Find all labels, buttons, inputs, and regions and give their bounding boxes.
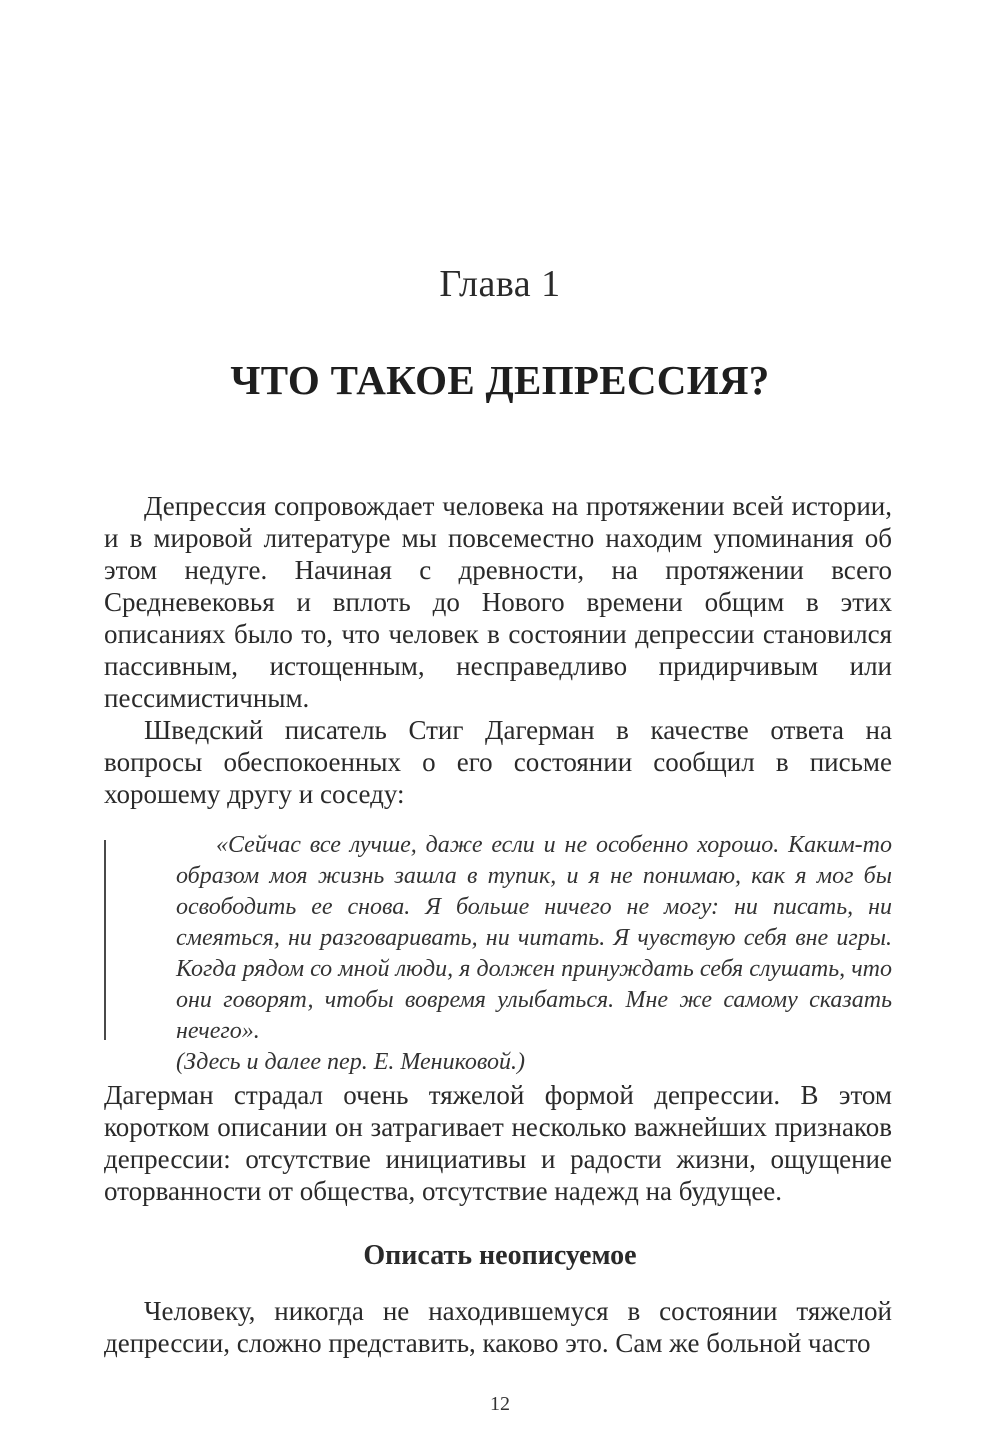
intro-text xyxy=(104,490,892,810)
section-text xyxy=(104,1295,892,1359)
paragraph: Дагерман страдал очень тяжелой формой депрессии. В этом коротком описании он затрагивает несколько важнейших признаков депрессии: отсутствие инициативы и радости жизни, ощущение оторванности от общества, отсутствие надежд на будущее. xyxy=(104,1080,892,1206)
quote-paragraph: «Сейчас все лучше, даже если и не особенно хорошо. Каким-то образом моя жизнь зашла в тупик, и я не понимаю, как я мог бы освободить ее снова. Я больше ничего не могу: ни писать, ни смеяться, ни разговаривать, ни читать. Я чувствую себя вне игры. Когда рядом со мной люди, я должен принуждать себя слушать, что они говорят, чтобы вовремя улыбаться. Мне же самому сказать нечего». xyxy=(176,832,892,1044)
after-quote-text xyxy=(104,1079,892,1207)
section-heading: Описать неописуемое xyxy=(363,1240,637,1271)
paragraph: Депрессия сопровождает человека на протяжении всей истории, и в мировой литературе мы повсеместно находим упоминания об этом недуге. Начиная с древности, на протяжении всего Средневековья и вплоть до Нового времени общим в этих описаниях было то, что человек в состоянии депрессии становился пассивным, истощенным, несправедливо придирчивым или пессимистичным. xyxy=(104,491,892,713)
paragraph: Человеку, никогда не находившемуся в состоянии тяжелой депрессии, сложно представить, каково это. Сам же больной часто xyxy=(104,1296,892,1358)
chapter-title: ЧТО ТАКОЕ ДЕПРЕССИЯ? xyxy=(230,357,770,403)
quote-rule xyxy=(104,840,106,1040)
paragraph: Шведский писатель Стиг Дагерман в качестве ответа на вопросы обеспокоенных о его состоянии сообщил в письме хорошему другу и соседу: xyxy=(104,715,892,809)
translator-note: (Здесь и далее пер. Е. Мениковой.) xyxy=(176,1049,525,1075)
chapter-label: Глава 1 xyxy=(439,263,561,305)
quote-text xyxy=(176,830,892,1078)
page-number: 12 xyxy=(490,1393,510,1415)
block-quote xyxy=(104,830,892,1075)
